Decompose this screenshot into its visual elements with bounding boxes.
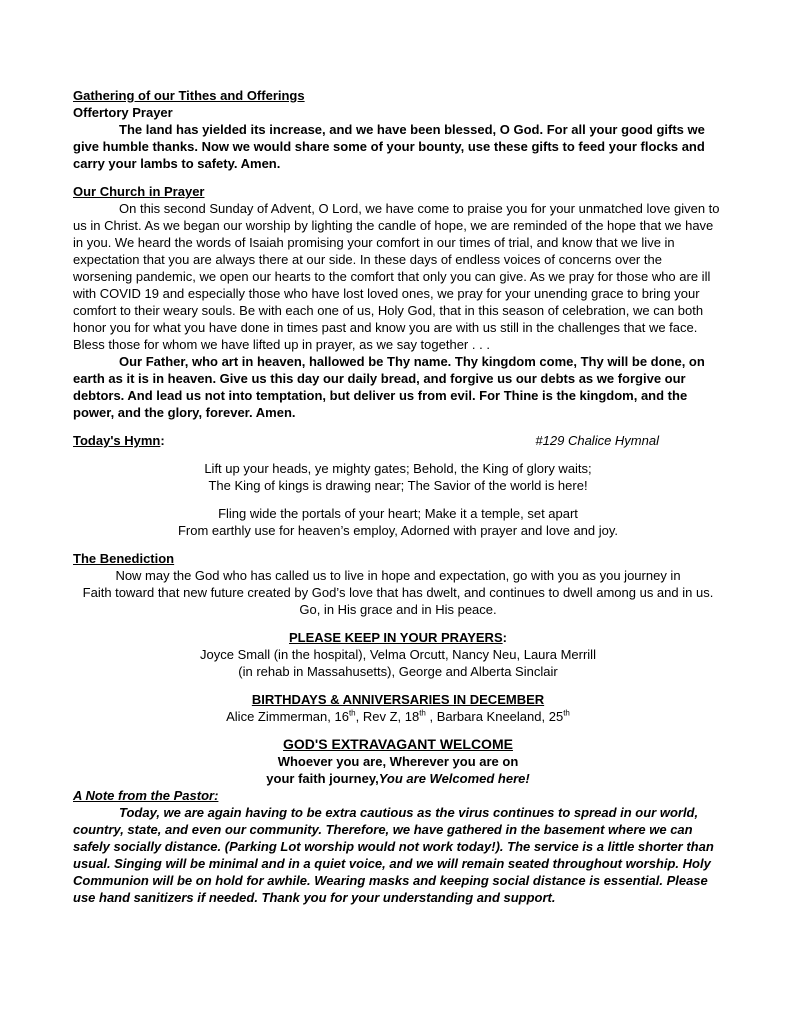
benediction-line: Now may the God who has called us to live in hope and expectation, go with you as you journey in [115, 568, 681, 583]
church-prayer-heading: Our Church in Prayer [73, 184, 205, 199]
hymn-heading-wrap [73, 432, 165, 449]
lords-prayer: Our Father, who art in heaven, hallowed be Thy name. Thy kingdom come, Thy will be done, on earth as it is in heaven. Give us this day our daily bread, and forgive us our debts as we forgive our debtors. And lead us not into temptation, but deliver us from evil. For Thine is the kingdom, and the power, and the glory, forever. Amen. [73, 354, 705, 420]
hymn-reference: #129 Chalice Hymnal [535, 433, 659, 448]
prayers-heading-colon: : [502, 630, 507, 645]
ordinal-suffix: th [563, 708, 570, 718]
birthday-text: Alice Zimmerman, 16 [226, 709, 349, 724]
prayer-list-line: Joyce Small (in the hospital), Velma Orcutt, Nancy Neu, Laura Merrill [200, 647, 596, 662]
prayers-heading: PLEASE KEEP IN YOUR PRAYERS [289, 630, 503, 645]
hymn-line: Lift up your heads, ye mighty gates; Behold, the King of glory waits; [204, 461, 592, 476]
welcome-line [73, 770, 723, 787]
welcome-line: Whoever you are, Wherever you are on [277, 754, 519, 769]
birthdays-line [73, 708, 723, 725]
ordinal-suffix: th [419, 708, 426, 718]
ordinal-suffix: th [348, 708, 356, 718]
prayer-list-line: (in rehab in Massahusetts), George and Alberta Sinclair [238, 664, 558, 679]
tithes-heading: Gathering of our Tithes and Offerings [73, 88, 305, 103]
benediction-heading: The Benediction [73, 551, 175, 566]
bulletin-content [73, 87, 723, 906]
welcome-heading: GOD'S EXTRAVAGANT WELCOME [283, 736, 513, 752]
prayers-heading-wrap [73, 629, 723, 646]
hymn-line: The King of kings is drawing near; The Savior of the world is here! [208, 478, 588, 493]
hymn-heading-colon: : [160, 433, 165, 448]
benediction-line: Go, in His grace and in His peace. [299, 602, 497, 617]
church-prayer-body: On this second Sunday of Advent, O Lord, we have come to praise you for your unmatched love given to us in Christ. As we began our worship by lighting the candle of hope, we are reminded of the hope that we have in you. We heard the words of Isaiah promising your comfort in our times of trial, and know that we live in expectation that you are always there at our side. In these days of endless voices of concerns over the worsening pandemic, we open our hearts to the comfort that only you can give. As we pray for those who are ill with COVID 19 and especially those who have lost loved ones, we pray for your unending grace to bring your comfort to their weary souls. Be with each one of us, Holy God, that in this season of celebration, we can both honor you for what you have done in times past and know you are with us still in the challenges that we face. Bless those for whom we have lifted up in prayer, as we say together . . . [73, 201, 720, 352]
benediction-line: Faith toward that new future created by God’s love that has dwelt, and continues to dwell among us and in us. [82, 585, 714, 600]
hymn-header-row [73, 432, 723, 449]
birthdays-heading: BIRTHDAYS & ANNIVERSARIES IN DECEMBER [251, 692, 545, 707]
hymn-line: From earthly use for heaven’s employ, Adorned with prayer and love and joy. [177, 523, 619, 538]
hymn-heading: Today's Hymn [73, 433, 161, 448]
welcome-line-plain: your faith journey, [266, 771, 379, 786]
offertory-subheading: Offertory Prayer [73, 105, 173, 120]
hymn-line: Fling wide the portals of your heart; Make it a temple, set apart [218, 506, 578, 521]
birthday-text: , Barbara Kneeland, 25 [425, 709, 564, 724]
pastor-note-body: Today, we are again having to be extra cautious as the virus continues to spread in our world, country, state, and even our community. Therefore, we have gathered in the basement where we can safely socially distance. (Parking Lot worship would not work today!). The service is a little shorter than usual. Singing will be minimal and in a quiet voice, and we will remain seated throughout worship. Holy Communion will be on hold for awhile. Wearing masks and keeping social distance is essential. Please use hand sanitizers if needed. Thank you for your understanding and support. [73, 805, 714, 905]
welcome-line-italic: You are Welcomed here! [378, 771, 530, 786]
offertory-prayer: The land has yielded its increase, and we have been blessed, O God. For all your good gifts we give humble thanks. Now we would share some of your bounty, use these gifts to feed your flocks and carry your lambs to safety. Amen. [73, 122, 705, 171]
pastor-note-heading: A Note from the Pastor: [73, 788, 219, 803]
birthday-text: , Rev Z, 18 [355, 709, 420, 724]
